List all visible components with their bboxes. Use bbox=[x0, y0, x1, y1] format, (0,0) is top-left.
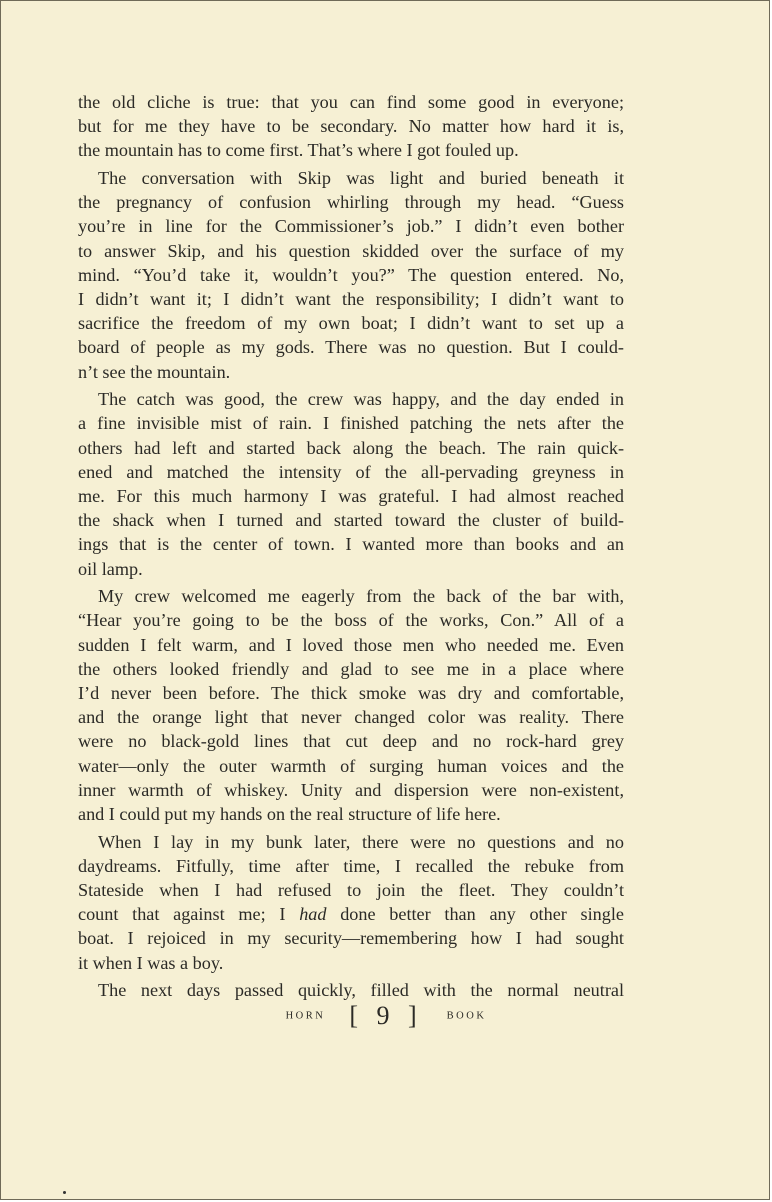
text-line: inner warmth of whiskey. Unity and dispersion were non-existent, bbox=[78, 779, 624, 800]
text-line: the old cliche is true: that you can find some good in everyone; bbox=[78, 92, 624, 112]
text-line: sacrifice the freedom of my own boat; I didn’t want to set up a bbox=[78, 313, 624, 334]
text-line: sudden I felt warm, and I loved those men who needed me. Even bbox=[78, 634, 624, 655]
italic-emphasis: had bbox=[299, 904, 327, 925]
page-number: [ 9 ] bbox=[349, 1001, 423, 1030]
text-line: Stateside when I had refused to join the fleet. They couldn’t bbox=[78, 880, 624, 900]
text-line: the pregnancy of confusion whirling through my head. “Guess bbox=[78, 192, 624, 213]
text-line: and I could put my hands on the real structure of life here. bbox=[78, 803, 501, 824]
text-line: boat. I rejoiced in my security—remembering how I had sought bbox=[78, 928, 624, 949]
text-line: it when I was a boy. bbox=[78, 952, 224, 973]
footer-right-word: BOOK bbox=[446, 1010, 487, 1022]
running-footer bbox=[1, 1001, 771, 1031]
text-line: ings that is the center of town. I wanted more than books and an bbox=[78, 534, 624, 555]
text-line: others had left and started back along the beach. The rain quick- bbox=[78, 437, 624, 458]
text-line: daydreams. Fitfully, time after time, I recalled the rebuke from bbox=[78, 855, 624, 876]
text-line: I’d never been before. The thick smoke was dry and comfortable, bbox=[78, 683, 624, 703]
text-line: n’t see the mountain. bbox=[78, 361, 231, 382]
footer-left-word: HORN bbox=[285, 1010, 326, 1022]
text-line: board of people as my gods. There was no question. But I could- bbox=[78, 337, 624, 358]
text-line: water—only the outer warmth of surging human voices and the bbox=[78, 755, 624, 776]
text-line: you’re in line for the Commissioner’s job.” I didn’t even bother bbox=[78, 216, 624, 237]
text-line: mind. “You’d take it, wouldn’t you?” The question entered. No, bbox=[78, 264, 624, 285]
text-line: The next days passed quickly, filled with the normal neutral bbox=[98, 980, 624, 1001]
text-line: a fine invisible mist of rain. I finished patching the nets after the bbox=[78, 413, 624, 434]
text-line: count that against me; I had done better than any other single bbox=[78, 904, 624, 925]
text-line: the mountain has to come first. That’s where I got fouled up. bbox=[78, 140, 519, 161]
text-line: but for me they have to be secondary. No matter how hard it is, bbox=[78, 116, 624, 137]
text-line: me. For this much harmony I was grateful. I had almost reached bbox=[78, 486, 624, 506]
text-line: ened and matched the intensity of the all-pervading greyness in bbox=[78, 461, 624, 482]
text-line: The conversation with Skip was light and buried beneath it bbox=[98, 168, 624, 189]
text-line: I didn’t want it; I didn’t want the responsibility; I didn’t want to bbox=[78, 289, 624, 309]
text-line: The catch was good, the crew was happy, and the day ended in bbox=[98, 389, 624, 410]
text-line: the shack when I turned and started toward the cluster of build- bbox=[78, 510, 624, 531]
text-line: When I lay in my bunk later, there were no questions and no bbox=[98, 831, 624, 852]
text-line: “Hear you’re going to be the boss of the works, Con.” All of a bbox=[78, 610, 624, 631]
text-line: to answer Skip, and his question skidded over the surface of my bbox=[78, 240, 624, 261]
text-line: My crew welcomed me eagerly from the back of the bar with, bbox=[98, 586, 624, 607]
text-line: and the orange light that never changed color was reality. There bbox=[78, 707, 624, 728]
text-line: the others looked friendly and glad to see me in a place where bbox=[78, 658, 624, 679]
text-line: oil lamp. bbox=[78, 558, 143, 579]
body-text bbox=[78, 90, 624, 1002]
paper-speck bbox=[63, 1191, 66, 1194]
text-line: were no black-gold lines that cut deep and no rock-hard grey bbox=[78, 731, 624, 752]
